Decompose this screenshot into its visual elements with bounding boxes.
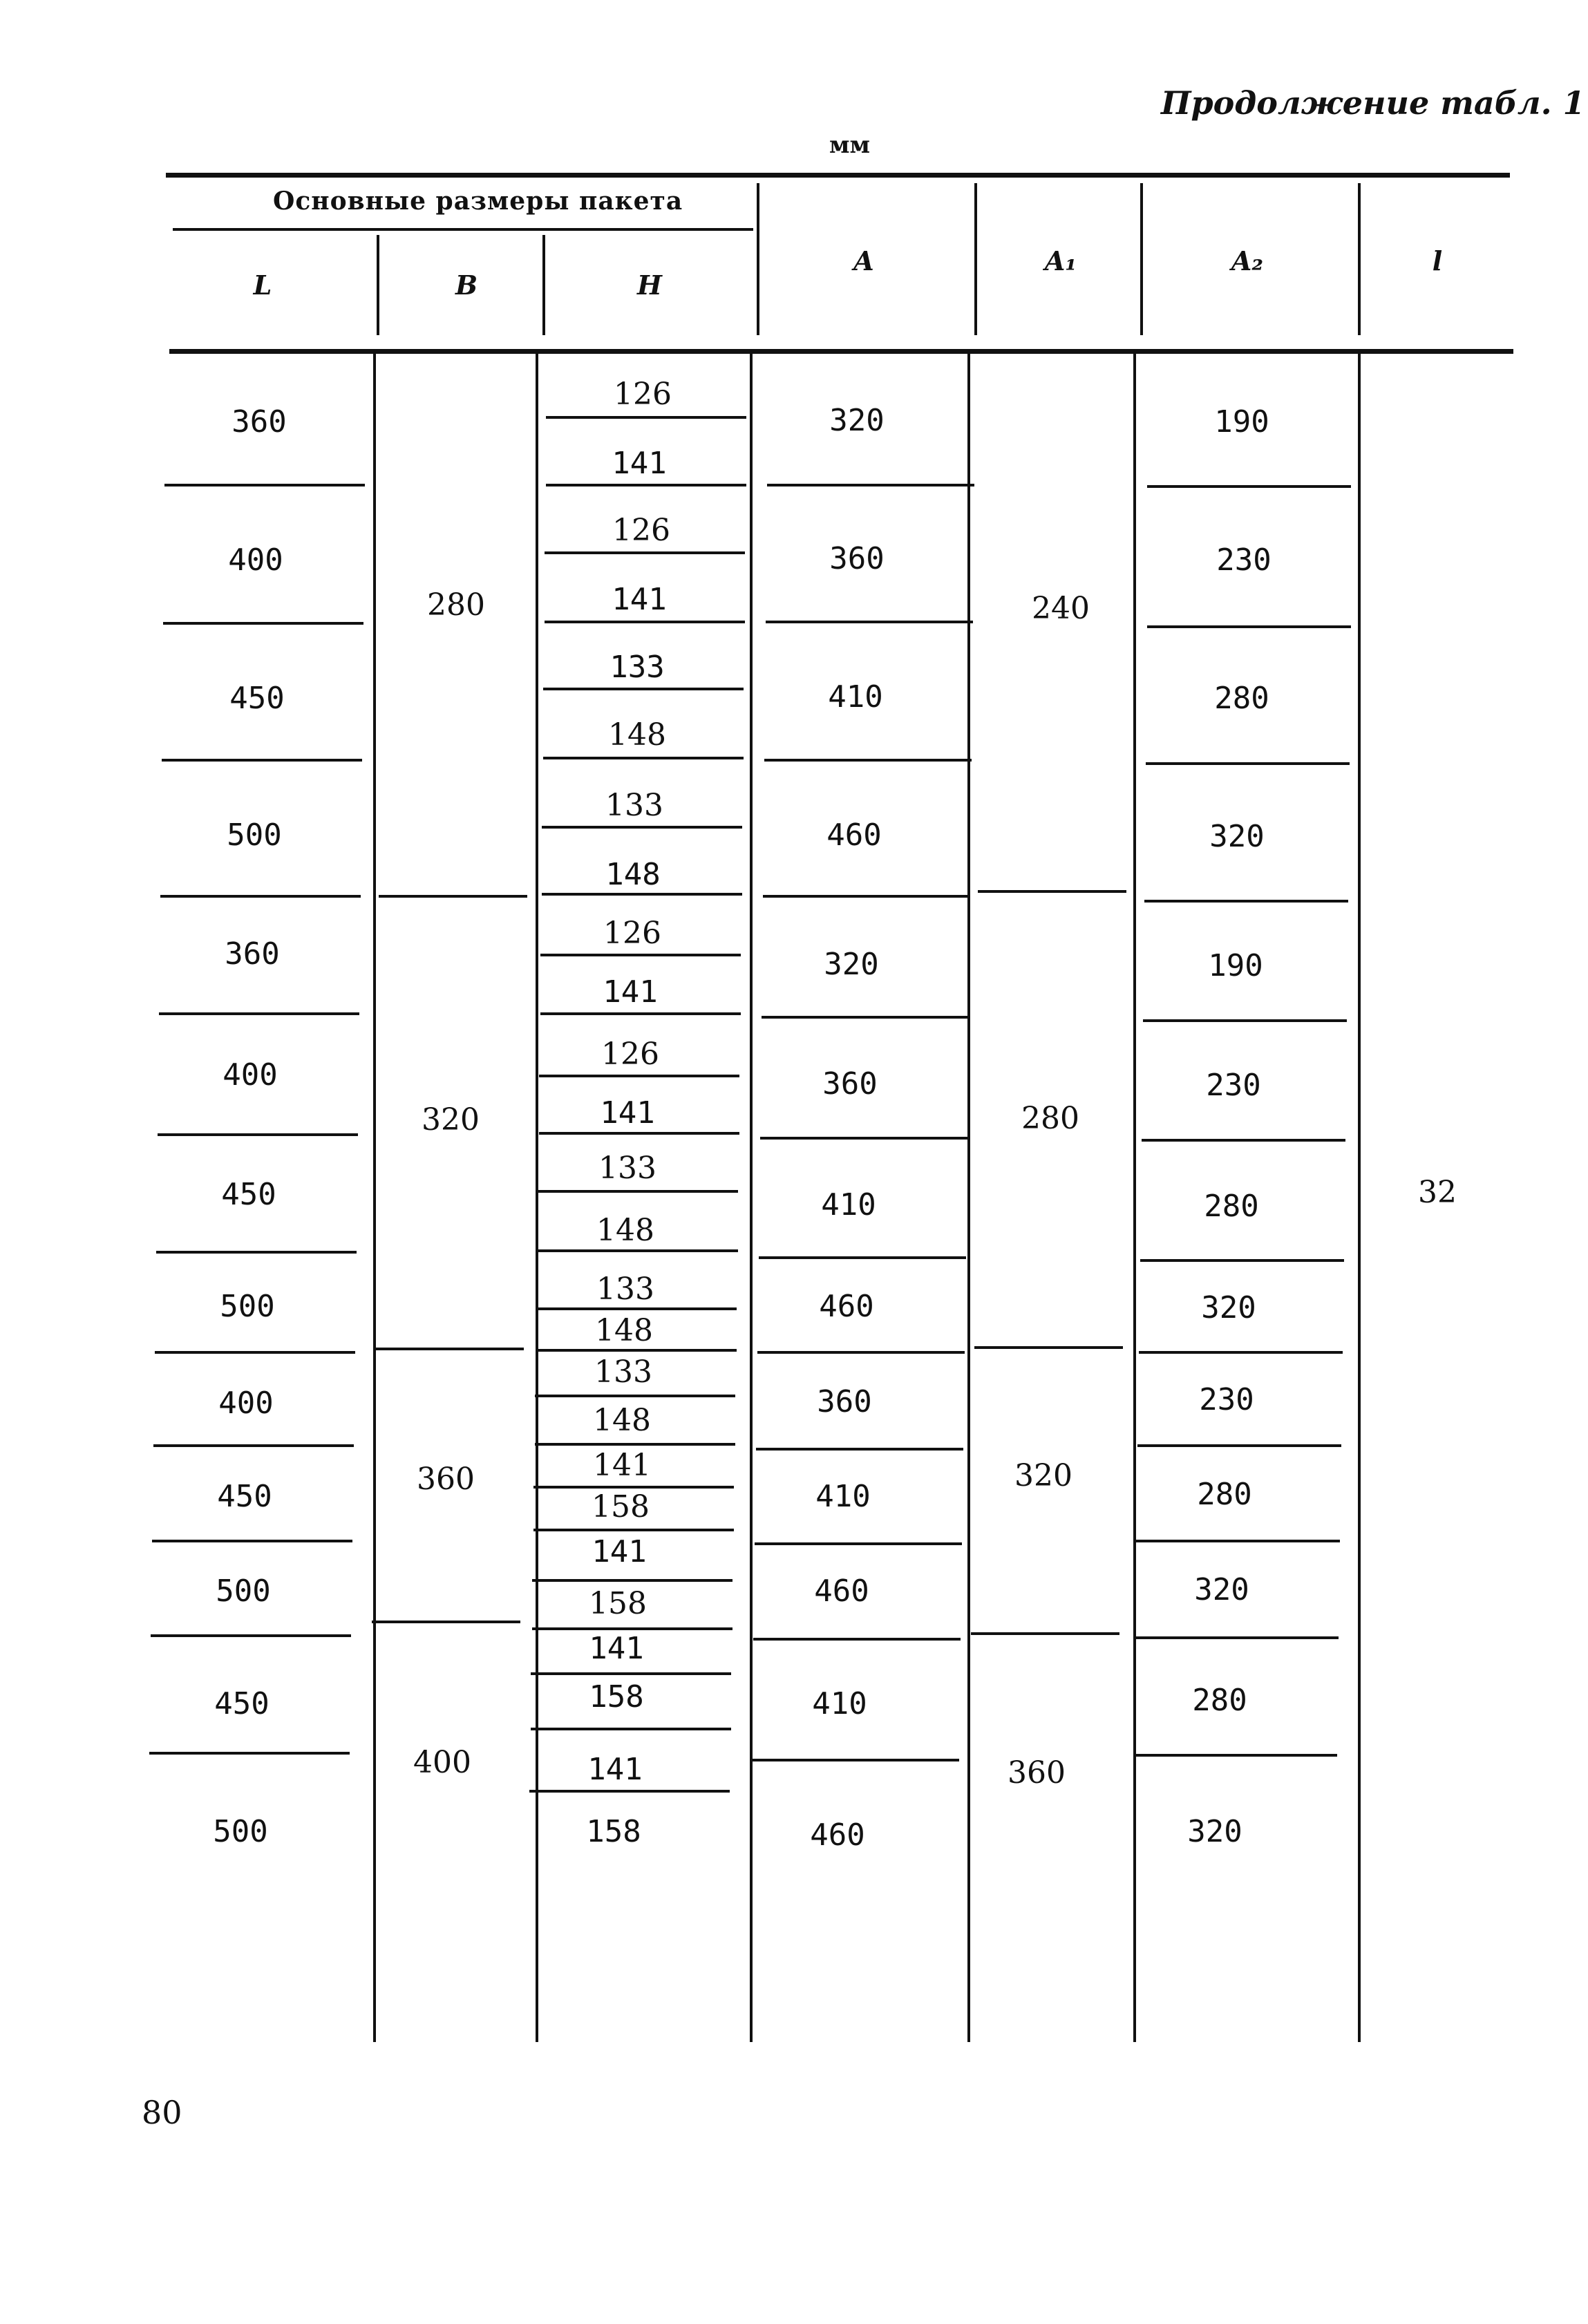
- row-rule-L: [162, 759, 362, 762]
- row-rule-A2: [1133, 1754, 1337, 1757]
- cell-A2: 320: [1187, 1814, 1242, 1849]
- cell-H: 126: [614, 377, 672, 412]
- row-rule-B: [379, 895, 527, 898]
- cell-L: 500: [216, 1574, 271, 1609]
- cell-L: 400: [223, 1057, 278, 1093]
- row-rule-L: [164, 484, 365, 486]
- row-rule-A1: [978, 890, 1126, 893]
- cell-H: 158: [586, 1814, 641, 1849]
- body-divider: [373, 352, 376, 2042]
- sub-rule-H: [529, 1790, 730, 1793]
- cell-A1: 240: [1032, 591, 1090, 626]
- cell-L: 360: [225, 936, 280, 972]
- cell-A2: 280: [1192, 1683, 1247, 1718]
- cell-A2: 280: [1204, 1189, 1259, 1224]
- row-rule-H: [536, 1349, 737, 1352]
- row-rule-H: [542, 893, 742, 896]
- row-rule-H: [546, 484, 746, 486]
- cell-H: 158: [589, 1679, 644, 1714]
- row-rule-L: [160, 895, 361, 898]
- cell-A: 460: [814, 1574, 869, 1609]
- row-rule-A2: [1140, 1259, 1344, 1262]
- row-rule-H: [535, 1443, 735, 1446]
- row-rule-A2: [1147, 625, 1351, 628]
- cell-A: 410: [812, 1686, 867, 1721]
- sub-rule-H: [542, 826, 742, 829]
- row-rule-B: [372, 1621, 520, 1623]
- row-rule-A: [766, 621, 973, 623]
- row-rule-H: [539, 1132, 739, 1135]
- cell-A2: 190: [1208, 948, 1263, 983]
- cell-A: 320: [829, 403, 885, 438]
- col-header-L: L: [253, 270, 272, 301]
- sub-rule-H: [540, 954, 741, 956]
- col-header-A2: A₂: [1231, 245, 1264, 276]
- col-header-l: l: [1432, 245, 1443, 276]
- sub-rule-H: [533, 1486, 734, 1489]
- header-divider: [377, 235, 379, 335]
- body-divider: [750, 352, 753, 2042]
- cell-A: 410: [815, 1479, 871, 1514]
- sub-rule-H: [531, 1672, 731, 1675]
- cell-H: 148: [608, 717, 666, 753]
- row-rule-L: [158, 1133, 358, 1136]
- cell-H: 133: [598, 1151, 656, 1186]
- page-number: 80: [142, 2094, 182, 2131]
- cell-L: 450: [229, 681, 285, 716]
- row-rule-L: [153, 1444, 354, 1447]
- cell-H: 141: [603, 974, 658, 1010]
- body-divider: [1358, 352, 1361, 2042]
- row-rule-L: [151, 1634, 351, 1637]
- row-rule-A2: [1135, 1636, 1339, 1639]
- row-rule-H: [540, 1012, 741, 1015]
- cell-A: 460: [826, 818, 882, 853]
- header-divider: [1140, 183, 1143, 335]
- cell-L: 400: [228, 542, 283, 578]
- cell-A2: 320: [1194, 1572, 1249, 1607]
- row-rule-A: [755, 1542, 962, 1545]
- row-rule-H: [533, 1529, 734, 1531]
- cell-A: 360: [817, 1384, 872, 1419]
- cell-B: 400: [413, 1745, 471, 1780]
- cell-A: 460: [819, 1289, 874, 1324]
- cell-H: 141: [593, 1448, 651, 1483]
- cell-A2: 320: [1209, 819, 1265, 854]
- cell-H: 148: [593, 1403, 651, 1438]
- row-rule-L: [155, 1351, 355, 1354]
- header-divider: [757, 183, 759, 335]
- sub-rule-H: [539, 1075, 739, 1077]
- row-rule-A: [764, 759, 972, 762]
- sub-rule-H: [538, 1190, 738, 1193]
- row-rule-A: [759, 1256, 966, 1259]
- row-rule-H: [532, 1627, 732, 1630]
- col-header-A1: A₁: [1044, 245, 1077, 276]
- row-rule-A2: [1146, 762, 1350, 765]
- sub-rule-H: [536, 1307, 737, 1310]
- cell-B: 320: [422, 1102, 480, 1137]
- cell-L: 500: [220, 1289, 275, 1324]
- cell-A2: 190: [1214, 404, 1269, 440]
- row-rule-B: [375, 1348, 524, 1350]
- row-rule-A2: [1136, 1540, 1340, 1542]
- cell-H: 141: [589, 1631, 644, 1666]
- cell-H: 126: [603, 916, 661, 951]
- row-rule-A: [753, 1638, 961, 1641]
- row-rule-A: [763, 895, 970, 898]
- header-divider: [974, 183, 977, 335]
- row-rule-L: [152, 1540, 352, 1542]
- cell-H: 141: [587, 1752, 643, 1787]
- cell-L: 360: [231, 404, 287, 440]
- row-rule-A2: [1144, 900, 1348, 903]
- sub-rule-H: [545, 551, 745, 554]
- row-rule-L: [159, 1012, 359, 1015]
- cell-A: 360: [829, 541, 885, 576]
- body-divider: [536, 352, 538, 2042]
- cell-A1: 320: [1014, 1458, 1072, 1493]
- sub-rule-H: [543, 688, 744, 690]
- row-rule-A1: [971, 1632, 1119, 1635]
- sub-rule-H: [532, 1579, 732, 1582]
- cell-H: 126: [612, 513, 670, 548]
- group-header-label: Основные размеры пакета: [273, 187, 683, 216]
- cell-l: 32: [1418, 1175, 1457, 1210]
- cell-A: 410: [828, 679, 883, 715]
- cell-L: 400: [218, 1386, 274, 1421]
- cell-A2: 230: [1206, 1068, 1261, 1103]
- cell-H: 133: [605, 788, 663, 823]
- table-top-rule: [166, 173, 1510, 178]
- cell-A: 410: [821, 1187, 876, 1222]
- cell-A: 460: [810, 1817, 865, 1853]
- cell-B: 280: [427, 587, 485, 623]
- cell-H: 141: [592, 1534, 647, 1569]
- table-caption: Продолжение табл. 1: [1161, 84, 1585, 122]
- cell-L: 500: [227, 818, 282, 853]
- cell-A2: 320: [1201, 1290, 1256, 1325]
- cell-H: 133: [594, 1354, 652, 1390]
- cell-A1: 360: [1008, 1755, 1066, 1791]
- header-divider: [1358, 183, 1361, 335]
- cell-A2: 230: [1199, 1382, 1254, 1417]
- row-rule-A2: [1143, 1019, 1347, 1022]
- col-header-B: B: [455, 270, 478, 301]
- cell-A1: 280: [1021, 1101, 1079, 1136]
- sub-rule-H: [535, 1395, 735, 1397]
- cell-A: 360: [822, 1066, 878, 1102]
- row-rule-A2: [1139, 1351, 1343, 1354]
- row-rule-L: [149, 1752, 350, 1755]
- col-header-A: A: [853, 245, 874, 276]
- cell-H: 148: [605, 857, 661, 892]
- cell-A2: 230: [1216, 542, 1272, 578]
- row-rule-A: [752, 1759, 959, 1761]
- header-divider: [542, 235, 545, 335]
- cell-H: 148: [595, 1313, 653, 1348]
- row-rule-A: [767, 484, 974, 486]
- row-rule-A: [757, 1351, 965, 1354]
- unit-label: мм: [829, 131, 871, 159]
- cell-H: 158: [589, 1586, 647, 1621]
- cell-A2: 280: [1214, 681, 1269, 716]
- row-rule-A2: [1142, 1139, 1345, 1142]
- cell-A2: 280: [1197, 1477, 1252, 1512]
- cell-H: 133: [596, 1272, 654, 1307]
- row-rule-A2: [1147, 485, 1351, 488]
- cell-H: 141: [612, 446, 667, 481]
- header-bottom-rule: [169, 349, 1513, 354]
- row-rule-H: [538, 1249, 738, 1252]
- cell-H: 141: [600, 1095, 655, 1131]
- col-header-H: H: [637, 270, 662, 301]
- cell-L: 450: [217, 1479, 272, 1514]
- body-divider: [1133, 352, 1136, 2042]
- cell-H: 126: [601, 1037, 659, 1072]
- cell-L: 500: [213, 1814, 268, 1849]
- row-rule-H: [545, 621, 745, 623]
- row-rule-L: [156, 1251, 357, 1254]
- cell-H: 148: [596, 1213, 654, 1248]
- cell-A: 320: [824, 947, 879, 982]
- row-rule-A: [762, 1016, 969, 1019]
- body-divider: [967, 352, 970, 2042]
- cell-H: 141: [612, 582, 667, 617]
- row-rule-H: [531, 1728, 731, 1730]
- cell-B: 360: [417, 1462, 475, 1497]
- cell-L: 450: [214, 1686, 270, 1721]
- row-rule-H: [543, 757, 744, 759]
- row-rule-L: [163, 622, 363, 625]
- row-rule-A1: [974, 1346, 1123, 1349]
- group-header-rule: [173, 228, 753, 231]
- row-rule-A: [756, 1448, 963, 1451]
- row-rule-A2: [1137, 1444, 1341, 1447]
- cell-H: 158: [592, 1489, 650, 1524]
- sub-rule-H: [546, 416, 746, 419]
- row-rule-A: [760, 1137, 967, 1140]
- cell-L: 450: [221, 1177, 276, 1212]
- cell-H: 133: [609, 650, 665, 685]
